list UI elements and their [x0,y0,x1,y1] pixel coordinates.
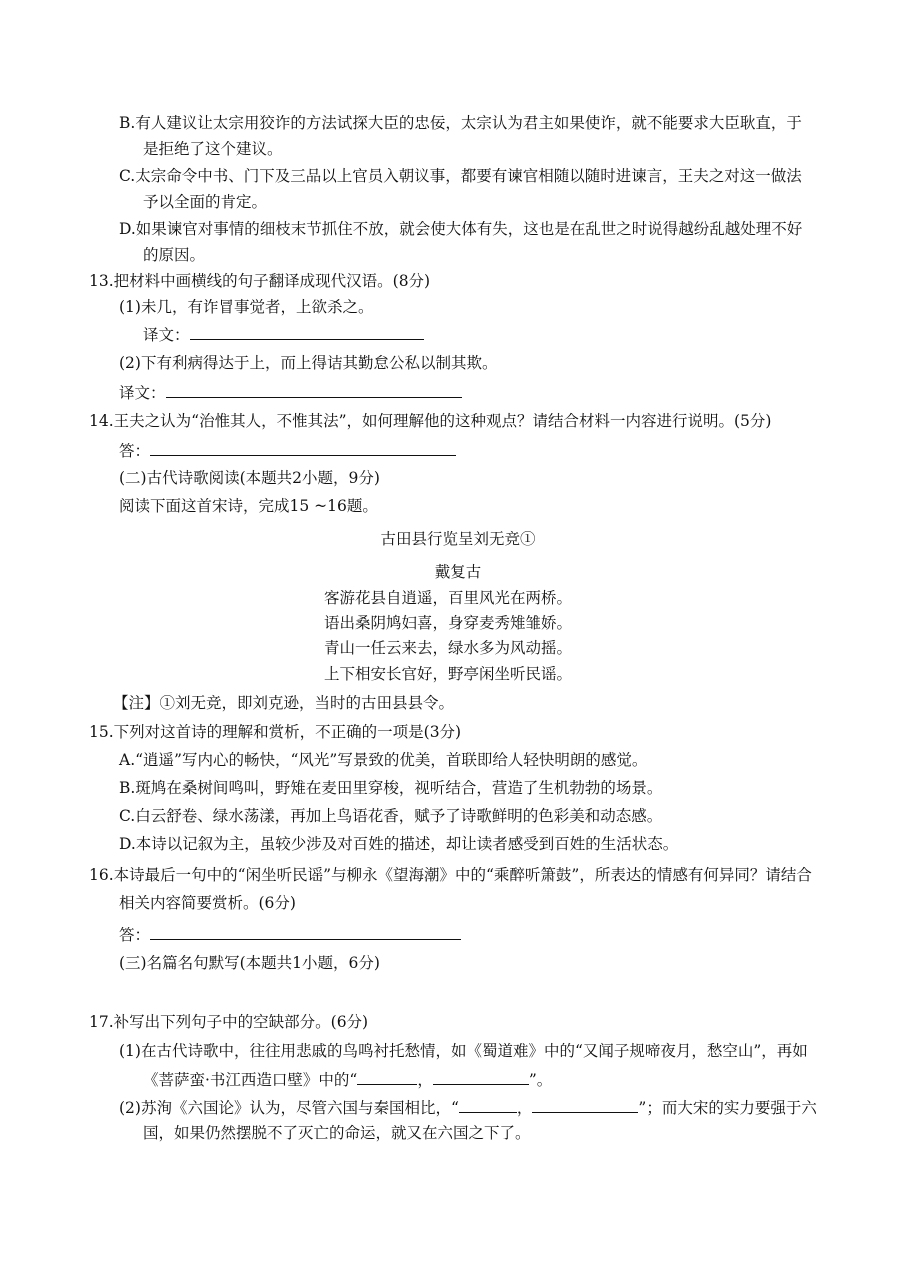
q15-option-d: D.本诗以记叙为主，虽较少涉及对百姓的描述，却让读者感受到百姓的生活状态。 [119,835,679,853]
q17-s1-blank-2[interactable] [433,1068,529,1085]
q17-sentence-1-line1: (1)在古代诗歌中，往往用悲戚的鸟鸣衬托愁情，如《蜀道难》中的“又闻子规啼夜月，愁空山”，再如 [119,1042,808,1060]
q17-stem: 17.补写出下列句子中的空缺部分。(6分) [89,1013,369,1031]
poem-line-2: 语出桑阴鸠妇喜，身穿麦秀雉雏娇。 [324,614,573,632]
section2-intro: 阅读下面这首宋诗，完成15 ~16题。 [119,497,378,515]
q17-s1-comma: ， [417,1071,433,1089]
q15-option-a: A.“逍遥”写内心的畅快，“风光”写景致的优美，首联即给人轻快明朗的感觉。 [119,751,648,769]
q12-option-b-line1: B.有人建议让太宗用狡诈的方法试探大臣的忠佞，太宗认为君主如果使诈，就不能要求大臣耿直，于 [119,114,802,132]
q12-option-c-line2: 予以全面的肯定。 [143,193,268,211]
q16-stem-line2: 相关内容简要赏析。(6分) [119,894,296,912]
q16-answer-blank[interactable] [150,923,461,940]
q15-option-b: B.斑鸠在桑树间鸣叫，野雉在麦田里穿梭，视听结合，营造了生机勃勃的场景。 [119,779,663,797]
q12-option-c-line1: C.太宗命令中书、门下及三品以上官员入朝议事，都要有谏官相随以随时进谏言，王夫之对这一做法 [119,167,802,185]
q17-s2-blank-1[interactable] [459,1096,517,1113]
poem-line-4: 上下相安长官好，野亭闲坐听民谣。 [324,665,573,683]
q17-s2-prefix: (2)苏洵《六国论》认为，尽管六国与秦国相比，“ [119,1099,459,1117]
q14-stem: 14.王夫之认为“治惟其人，不惟其法”，如何理解他的这种观点？请结合材料一内容进行说明。(5分) [89,412,772,430]
q17-s2-post: ”；而大宋的实力要强于六 [638,1099,817,1117]
q13-answer-blank-1[interactable] [190,323,424,340]
q13-sentence-1: (1)未几，有诈冒事觉者，上欲杀之。 [119,298,374,316]
q16-answer-label: 答： [119,926,151,944]
section2-heading: (二)古代诗歌阅读(本题共2小题，9分) [119,469,380,487]
q13-stem: 13.把材料中画横线的句子翻译成现代汉语。(8分) [89,272,431,290]
q13-translation-1 [143,323,424,345]
q13-sentence-2: (2)下有利病得达于上，而上得诘其勤怠公私以制其欺。 [119,354,498,372]
poem-line-3: 青山一任云来去，绿水多为风动摇。 [324,639,573,657]
q17-s1-end: ”。 [528,1071,553,1089]
q13-translation-label-1: 译文： [143,326,190,344]
q14-answer-label: 答： [119,442,151,460]
q12-option-b-line2: 是拒绝了这个建议。 [143,140,283,158]
q14-answer-blank[interactable] [150,439,456,456]
q17-sentence-1-line2 [143,1068,552,1090]
poem-author: 戴复古 [434,563,482,581]
q12-option-d-line2: 的原因。 [143,246,206,264]
q15-stem: 15.下列对这首诗的理解和赏析，不正确的一项是(3分) [89,723,462,741]
q13-translation-label-2: 译文： [119,384,166,402]
poem-note: 【注】①刘无竞，即刘克逊，当时的古田县县令。 [113,694,455,712]
q17-sentence-2-line2: 国，如果仍然摆脱不了灭亡的命运，就又在六国之下了。 [143,1124,531,1142]
q17-s2-comma: ， [516,1099,533,1117]
q16-answer [119,923,461,945]
q17-s1-blank-1[interactable] [357,1068,417,1085]
section3-heading: (三)名篇名句默写(本题共1小题，6分) [119,954,380,972]
q14-answer [119,439,456,461]
q16-stem-line1: 16.本诗最后一句中的“闲坐听民谣”与柳永《望海潮》中的“乘醉听箫鼓”，所表达的情感有何异同？请结合 [89,866,812,884]
q13-answer-blank-2[interactable] [166,381,462,398]
q17-sentence-2-line1 [119,1096,817,1118]
q13-translation-2 [119,381,462,403]
poem-line-1: 客游花县自逍遥，百里风光在两桥。 [324,589,573,607]
poem-title: 古田县行览呈刘无竞① [380,530,536,548]
q17-s1-prefix: 《菩萨蛮·书江西造口壁》中的“ [143,1071,358,1089]
q12-option-d-line1: D.如果谏官对事情的细枝末节抓住不放，就会使大体有失，这也是在乱世之时说得越纷乱越处理不好 [119,220,803,238]
q17-s2-blank-2[interactable] [532,1096,638,1113]
q15-option-c: C.白云舒卷、绿水荡漾，再加上鸟语花香，赋予了诗歌鲜明的色彩美和动态感。 [119,807,663,825]
